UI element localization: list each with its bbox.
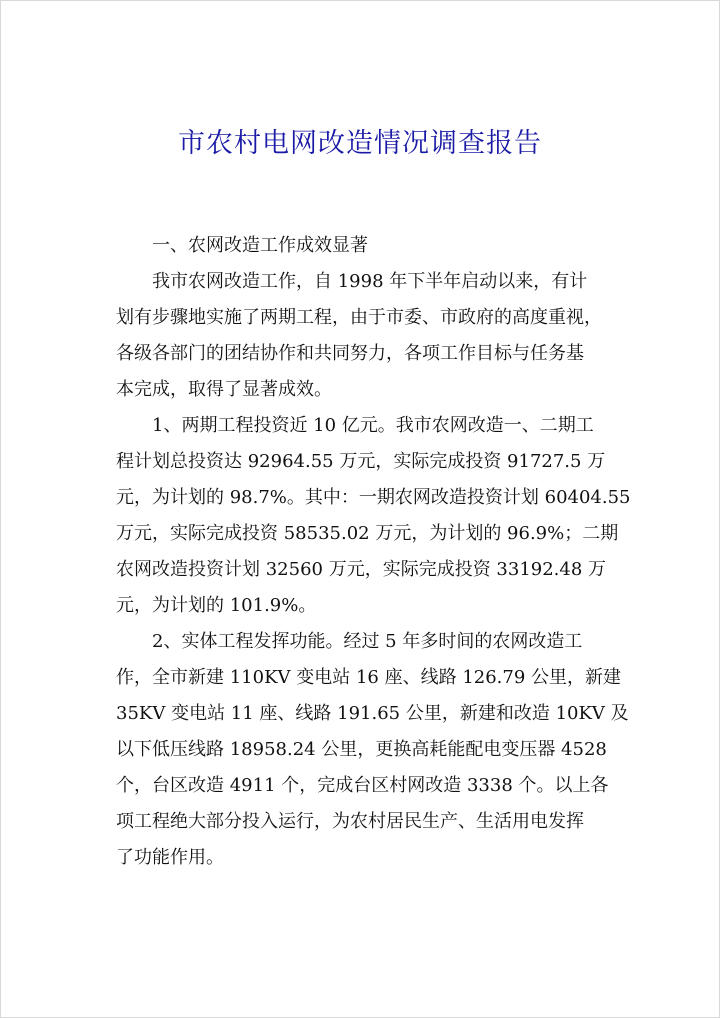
document-title: 市农村电网改造情况调查报告 xyxy=(178,128,542,159)
paragraph-line: 元，为计划的 98.7%。其中：一期农网改造投资计划 60404.55 xyxy=(116,487,631,508)
paragraph-line: 农网改造投资计划 32560 万元，实际完成投资 33192.48 万 xyxy=(116,559,607,580)
paragraph-intro xyxy=(116,264,616,408)
paragraph-line: 作，全市新建 110KV 变电站 16 座、线路 126.79 公里，新建 xyxy=(116,667,622,688)
paragraph-investment xyxy=(116,408,631,624)
paragraph-line: 以下低压线路 18958.24 公里，更换高耗能配电变压器 4528 xyxy=(116,739,607,760)
paragraph-line: 我市农网改造工作，自 1998 年下半年启动以来，有计 xyxy=(152,271,588,292)
paragraph-line: 项工程绝大部分投入运行，为农村居民生产、生活用电发挥 xyxy=(116,811,584,832)
paragraph-line: 本完成，取得了显著成效。 xyxy=(116,379,332,400)
paragraph-line: 元，为计划的 101.9%。 xyxy=(116,595,317,616)
paragraph-function xyxy=(116,624,629,876)
paragraph-line: 35KV 变电站 11 座、线路 191.65 公里，新建和改造 10KV 及 xyxy=(116,703,629,724)
paragraph-line: 各级各部门的团结协作和共同努力，各项工作目标与任务基 xyxy=(116,343,584,364)
paragraph-line: 1、两期工程投资近 10 亿元。我市农网改造一、二期工 xyxy=(152,415,594,436)
paragraph-line: 程计划总投资达 92964.55 万元，实际完成投资 91727.5 万 xyxy=(116,451,606,472)
document-body xyxy=(116,228,631,876)
paragraph-line: 2、实体工程发挥功能。经过 5 年多时间的农网改造工 xyxy=(152,631,583,652)
paragraph-line: 个，台区改造 4911 个，完成台区村网改造 3338 个。以上各 xyxy=(116,775,609,796)
paragraph-line: 万元，实际完成投资 58535.02 万元，为计划的 96.9%；二期 xyxy=(116,523,619,544)
paragraph-line: 了功能作用。 xyxy=(116,847,224,868)
paragraph-line: 划有步骤地实施了两期工程，由于市委、市政府的高度重视， xyxy=(116,307,602,328)
section-heading: 一、农网改造工作成效显著 xyxy=(152,235,368,256)
